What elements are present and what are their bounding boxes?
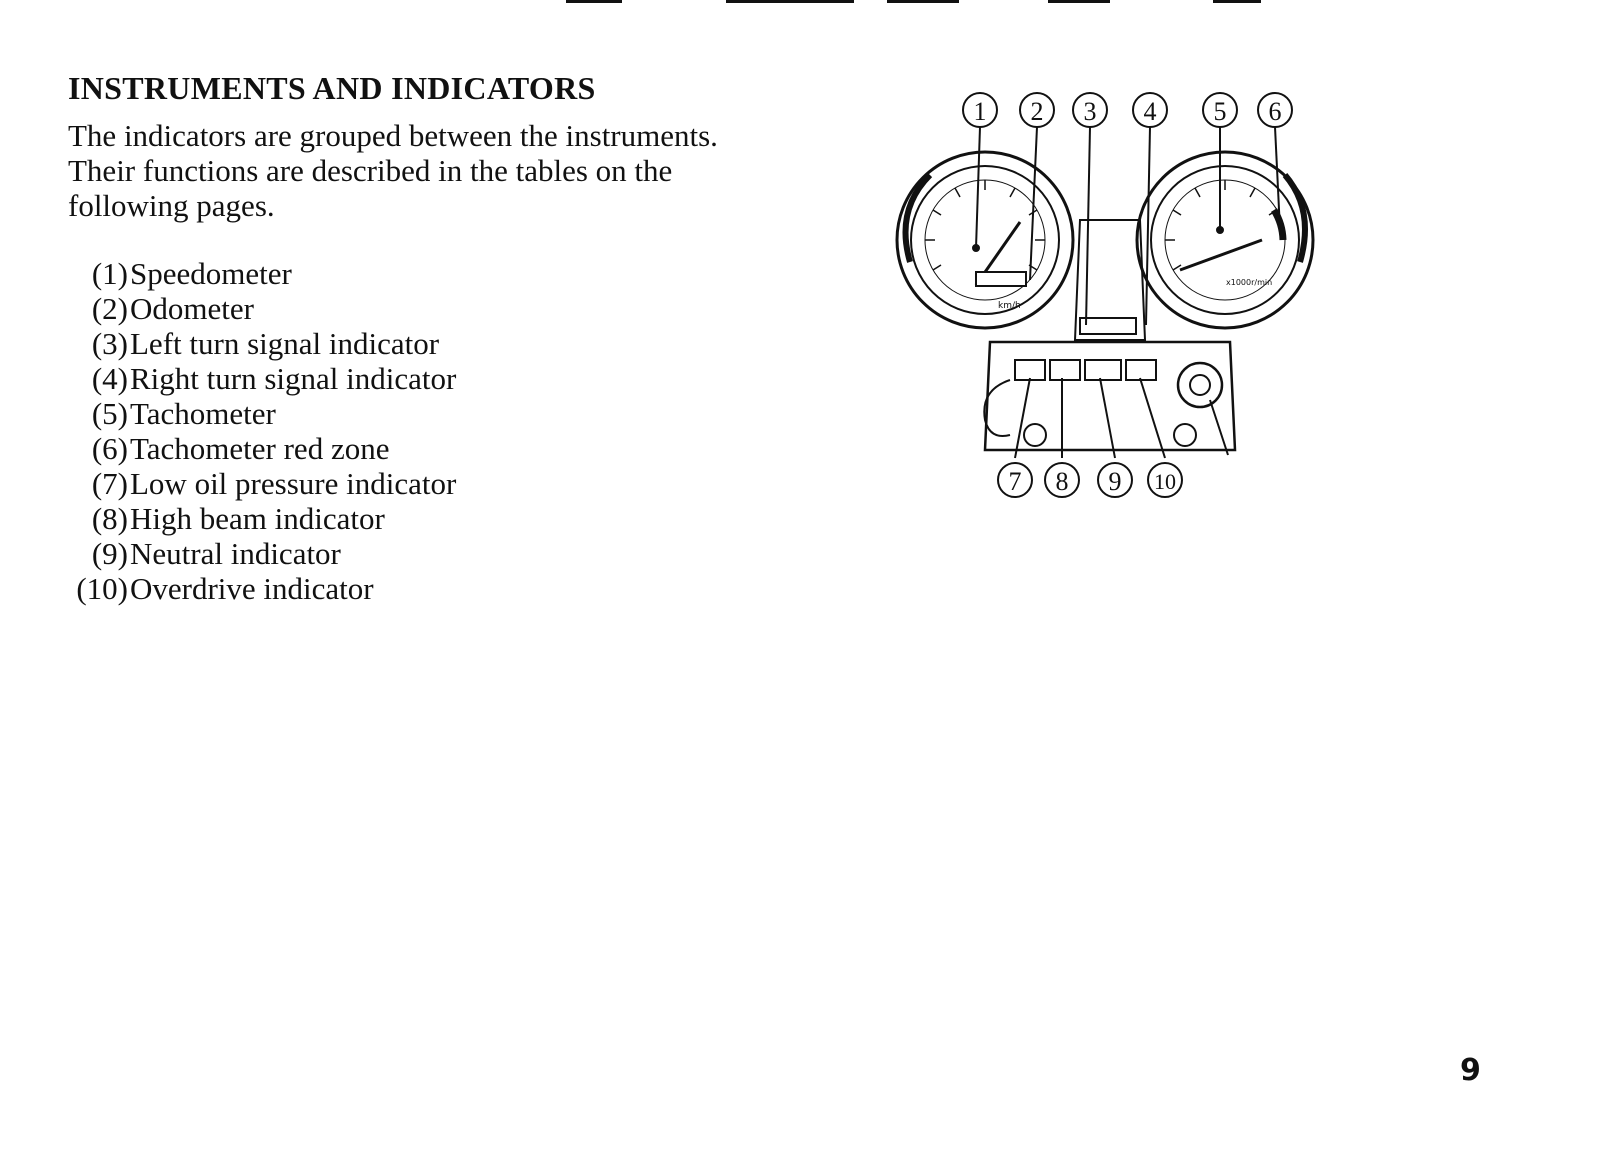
legend-label: Speedometer [130,256,292,291]
callout-5 [1203,93,1237,127]
callout-3 [1073,93,1107,127]
legend-label: Left turn signal indicator [130,326,440,361]
legend-label: Overdrive indicator [130,571,374,606]
svg-text:5: 5 [1213,97,1227,126]
callout-8 [1045,463,1079,497]
svg-text:1: 1 [973,97,987,126]
section-heading: INSTRUMENTS AND INDICATORS [68,70,596,106]
page-number: 9 [1460,1053,1481,1088]
callout-9 [1098,463,1132,497]
legend-item [68,431,456,466]
legend-number: (7) [91,466,128,501]
legend-number: (1) [91,256,128,291]
svg-text:3: 3 [1083,97,1097,126]
legend-number: (10) [76,571,128,606]
legend-label: Tachometer red zone [130,431,390,466]
svg-text:km/h: km/h [998,301,1021,311]
legend-number: (2) [91,291,128,326]
legend-number: (6) [91,431,128,466]
legend-item [68,571,456,606]
legend-label: Tachometer [130,396,276,431]
svg-text:4: 4 [1143,97,1157,126]
indicator-lamps [1015,360,1156,380]
svg-text:9: 9 [1108,467,1122,496]
legend-item [68,466,456,501]
legend-number: (3) [91,326,128,361]
legend-label: High beam indicator [130,501,385,536]
legend-item [68,326,456,361]
legend-item [68,291,456,326]
speedometer-gauge [897,152,1073,328]
callout-4 [1133,93,1167,127]
svg-text:6: 6 [1268,97,1282,126]
tachometer-gauge [1137,152,1313,328]
callout-6 [1258,93,1292,127]
legend-number: (4) [91,361,128,396]
legend-label: Odometer [130,291,254,326]
legend-item [68,501,456,536]
callout-legend [68,256,456,606]
svg-text:x1000r/min: x1000r/min [1226,278,1273,287]
callout-2 [1020,93,1054,127]
top-edge-rules [0,0,1600,8]
callout-10 [1148,463,1182,497]
svg-text:8: 8 [1055,467,1069,496]
legend-item [68,396,456,431]
legend-label: Right turn signal indicator [130,361,457,396]
svg-text:7: 7 [1008,467,1022,496]
legend-item [68,536,456,571]
callout-1 [963,93,997,127]
legend-item [68,361,456,396]
callout-7 [998,463,1032,497]
legend-item [68,256,456,291]
legend-label: Neutral indicator [130,536,341,571]
svg-text:2: 2 [1030,97,1044,126]
legend-number: (8) [91,501,128,536]
intro-paragraph: The indicators are grouped between the instruments. Their functions are described in the tables on the following pages. [68,118,718,223]
legend-number: (5) [91,396,128,431]
legend-label: Low oil pressure indicator [130,466,457,501]
instrument-panel-illustration [890,80,1350,520]
svg-text:10: 10 [1154,469,1176,494]
legend-number: (9) [91,536,128,571]
tachometer-red-zone [1274,210,1283,240]
